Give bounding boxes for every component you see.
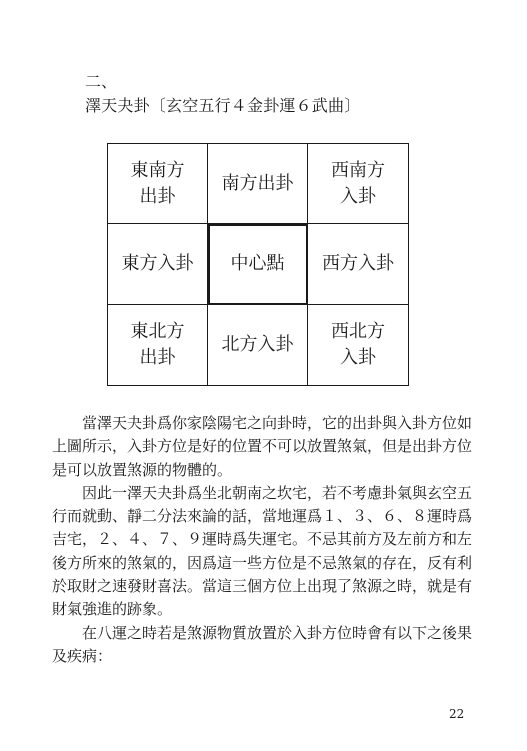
grid-cell-east: 東方入卦 bbox=[108, 224, 208, 304]
grid-cell-northwest: 西北方 入卦 bbox=[331, 320, 385, 368]
direction-grid bbox=[107, 143, 409, 386]
paragraph: 在八運之時若是煞源物質放置於入卦方位時會有以下之後果及疾病： bbox=[52, 623, 473, 665]
grid-cell-northeast: 東北方 出卦 bbox=[108, 305, 208, 385]
paragraph: 因此一澤天夬卦爲坐北朝南之坎宅，若不考慮卦氣與玄空五行而就動、靜二分法來論的話，當地運爲１、３、６、８運時爲吉宅，２、４、７、９運時爲失運宅。不忌其前方及左前方和左後方所來的煞氣的，因爲這一些方位是不忌煞氣的存在，反有利於取財之速發財喜法。當這三個方位上出現了煞源之時，就是有財氣強進的跡象。 bbox=[52, 483, 473, 619]
grid-cell-north: 北方入卦 bbox=[208, 305, 308, 385]
grid-cell-southeast: 東南方 出卦 bbox=[108, 144, 208, 224]
grid-cell-southwest: 西南方 入卦 bbox=[308, 144, 408, 224]
grid-cell-south: 南方出卦 bbox=[208, 144, 308, 224]
section-number: 二、 bbox=[85, 72, 118, 91]
grid-cell-west: 西方入卦 bbox=[308, 224, 408, 304]
section-title: 澤天夬卦〔玄空五行４金卦運６武曲〕 bbox=[85, 96, 361, 115]
paragraph: 當澤天夬卦爲你家陰陽宅之向卦時，它的出卦與入卦方位如上圖所示，入卦方位是好的位置不可以放置煞氣，但是出卦方位是可以放置煞源的物體的。 bbox=[52, 414, 473, 479]
body-text bbox=[52, 412, 472, 668]
page-number: 22 bbox=[449, 707, 465, 721]
grid-cell-center: 中心點 bbox=[208, 224, 308, 304]
